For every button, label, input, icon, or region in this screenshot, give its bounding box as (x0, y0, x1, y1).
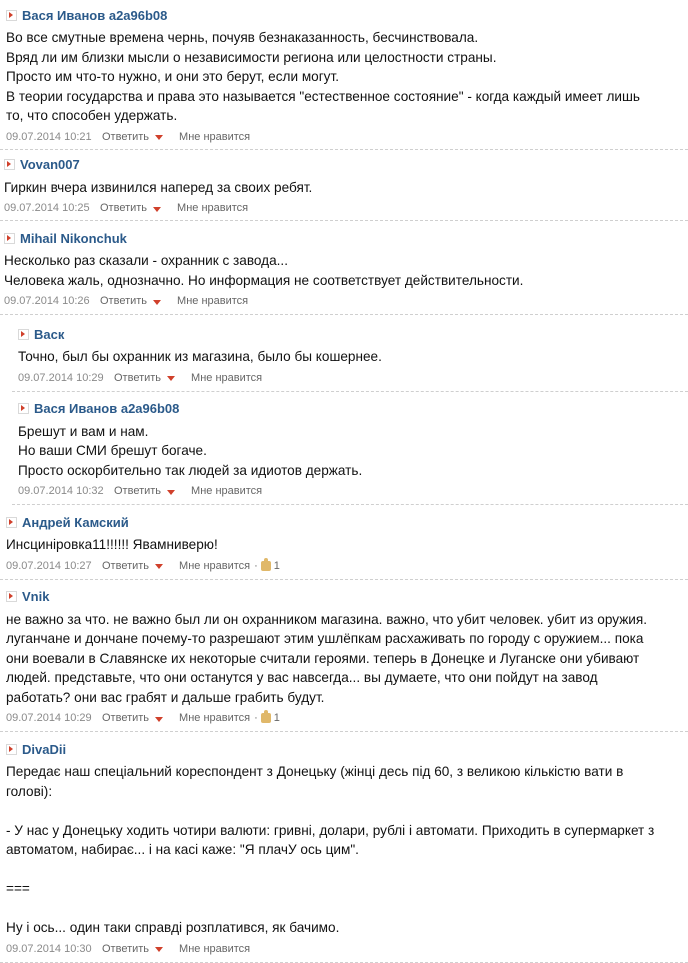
reply-dropdown-caret-icon[interactable] (167, 490, 175, 495)
comment-line: Инсциніровка11!!!!!! Явамниверю! (6, 537, 218, 552)
like-count (254, 560, 280, 572)
comment-header (4, 227, 682, 249)
reply-button[interactable]: Ответить (102, 559, 150, 572)
comment-date: 09.07.2014 10:30 (6, 942, 92, 955)
like-button[interactable]: Мне нравится (191, 371, 263, 384)
reply-button[interactable]: Ответить (114, 485, 162, 497)
comment-line: Брешут и вам и нам. (18, 423, 149, 439)
expand-arrow-icon[interactable] (4, 159, 15, 170)
expand-arrow-icon[interactable] (18, 403, 29, 414)
reply-dropdown-caret-icon[interactable] (155, 564, 163, 569)
comment-line: В теории государства и права это называется "естественное состояние" - когда каждый имеет лишь (6, 88, 640, 104)
comment-line: - У нас у Донецьку ходить чотири валюти: гривні, долари, рублі і автомати. Приходить в супермаркет з (6, 822, 655, 838)
comment-header (6, 511, 682, 533)
comment-text (6, 28, 682, 126)
like-button[interactable]: Мне нравится (179, 559, 251, 572)
comment-author-link[interactable]: Vnik (22, 589, 50, 604)
comment-line: они воевали в Славянске их некоторые считали героями. теперь в Донецке и Луганске они убивают (6, 650, 640, 666)
comment-meta (4, 199, 682, 217)
comment (0, 580, 688, 733)
comment-line: Человека жаль, однозначно. Но информация не соответствует действительности. (4, 272, 524, 288)
comment (0, 0, 688, 150)
comment-date: 09.07.2014 10:29 (6, 712, 92, 724)
comment-meta (6, 557, 682, 575)
comment-line (6, 860, 682, 880)
reply-button[interactable]: Ответить (102, 942, 150, 955)
comment-line: Но ваши СМИ брешут богаче. (18, 443, 207, 458)
comment-text (18, 347, 682, 367)
like-button[interactable]: Мне нравится (191, 485, 263, 497)
comment-line: Точно, был бы охранник из магазина, было бы кошернее. (18, 349, 382, 364)
reply-dropdown-caret-icon[interactable] (155, 947, 163, 952)
reply-button[interactable]: Ответить (114, 371, 162, 384)
like-button[interactable]: Мне нравится (177, 202, 249, 214)
comment-author-link[interactable]: Андрей Камский (22, 514, 129, 530)
comment-meta (4, 292, 682, 310)
like-button[interactable]: Мне нравится (177, 295, 249, 307)
reply-dropdown-caret-icon[interactable] (153, 300, 161, 305)
comment-line: Во все смутные времена чернь, почуяв безнаказанность, бесчинствовала. (6, 30, 479, 45)
comment-text (4, 178, 682, 198)
comment-header (18, 398, 682, 420)
comment-date: 09.07.2014 10:27 (6, 559, 92, 572)
comment-header (6, 4, 682, 26)
comment-meta (6, 709, 682, 727)
comment-meta (18, 369, 682, 387)
comment (0, 221, 688, 315)
comment-line: Вряд ли им близки мысли о независимости региона или целостности страны. (6, 49, 497, 65)
comment-author-link[interactable]: DivaDii (22, 741, 67, 757)
like-button[interactable]: Мне нравится (179, 712, 251, 724)
comment-meta (18, 482, 682, 500)
expand-arrow-icon[interactable] (4, 233, 15, 244)
expand-arrow-icon[interactable] (6, 744, 17, 755)
comment-header (6, 738, 682, 760)
reply-button[interactable]: Ответить (102, 130, 150, 143)
comment-date: 09.07.2014 10:26 (4, 295, 90, 307)
comment-line: Ну і ось... один таки справді розплатився, як бачимо. (6, 920, 340, 935)
comment-line: луганчане и дончане почему-то разрешают этим ушлёпкам расхаживать по городу с оружием... пока (6, 631, 644, 646)
comment-line: автоматом, набирає... і на касі каже: "Я плачУ ось цим". (6, 842, 359, 857)
comment-text (6, 762, 682, 938)
expand-arrow-icon[interactable] (6, 591, 17, 602)
comment-date: 09.07.2014 10:21 (6, 130, 92, 143)
comment-line: Передає наш спеціальний кореспондент з Донецьку (жінці десь під 60, з великою кількістю вати в (6, 764, 624, 779)
comment-author-link[interactable]: Mihail Nikonchuk (20, 230, 127, 246)
like-button[interactable]: Мне нравится (179, 130, 251, 143)
comment-line: не важно за что. не важно был ли он охранником магазина. важно, что убит человек. убит из оружия. (6, 611, 648, 627)
comment-author-link[interactable]: Vovan007 (20, 157, 80, 172)
comment-author-link[interactable]: Вася Иванов a2a96b08 (34, 401, 180, 416)
like-count-value: 1 (273, 712, 280, 724)
comment-date: 09.07.2014 10:29 (18, 371, 104, 384)
comment-header (18, 323, 682, 345)
comment-text (4, 251, 682, 290)
like-count (254, 712, 280, 724)
thumbs-up-icon (261, 561, 271, 571)
comment-line: голові): (6, 783, 53, 799)
like-count-value: 1 (273, 559, 280, 572)
comment-header (6, 586, 682, 608)
comment-meta (6, 128, 682, 146)
comment (0, 732, 688, 963)
reply-dropdown-caret-icon[interactable] (167, 376, 175, 381)
comment-line: то, что способен удержать. (6, 108, 178, 123)
comment-text (6, 610, 682, 708)
comment-author-link[interactable]: Васк (34, 326, 65, 342)
comment-line: === (6, 881, 30, 896)
comment-date: 09.07.2014 10:32 (18, 485, 104, 497)
comment-line: Гиркин вчера извинился наперед за своих ребят. (4, 179, 313, 195)
comment-line: Просто им что-то нужно, и они это берут, если могут. (6, 69, 339, 84)
comment-meta (6, 940, 682, 958)
expand-arrow-icon[interactable] (18, 329, 29, 340)
comment-date: 09.07.2014 10:25 (4, 202, 90, 214)
comment (0, 505, 688, 580)
like-button[interactable]: Мне нравится (179, 942, 251, 955)
comment-reply (12, 392, 688, 506)
expand-arrow-icon[interactable] (6, 517, 17, 528)
expand-arrow-icon[interactable] (6, 10, 17, 21)
comment-line: работать? они вас грабят и дальше грабить будут. (6, 689, 325, 705)
comment-text (18, 422, 682, 481)
comment-author-link[interactable]: Вася Иванов a2a96b08 (22, 7, 168, 23)
comment-line (6, 801, 682, 821)
comment (0, 150, 688, 222)
comment-header (4, 154, 682, 176)
separator: · (254, 559, 258, 572)
comment-reply (12, 315, 688, 392)
comment-line: Просто оскорбительно так людей за идиотов держать. (18, 462, 363, 478)
reply-button[interactable]: Ответить (100, 295, 148, 307)
comment-text (6, 535, 682, 555)
reply-button[interactable]: Ответить (102, 712, 150, 724)
reply-button[interactable]: Ответить (100, 202, 148, 214)
reply-dropdown-caret-icon[interactable] (155, 135, 163, 140)
reply-dropdown-caret-icon[interactable] (153, 207, 161, 212)
comment-line (6, 899, 682, 919)
reply-dropdown-caret-icon[interactable] (155, 717, 163, 722)
thumbs-up-icon (261, 713, 271, 723)
comment-line: Несколько раз сказали - охранник с завода... (4, 253, 288, 268)
comment-line: людей. представьте, что они останутся у вас навсегда... вы думаете, что они пойдут на завод (6, 670, 598, 685)
separator: · (254, 712, 258, 724)
